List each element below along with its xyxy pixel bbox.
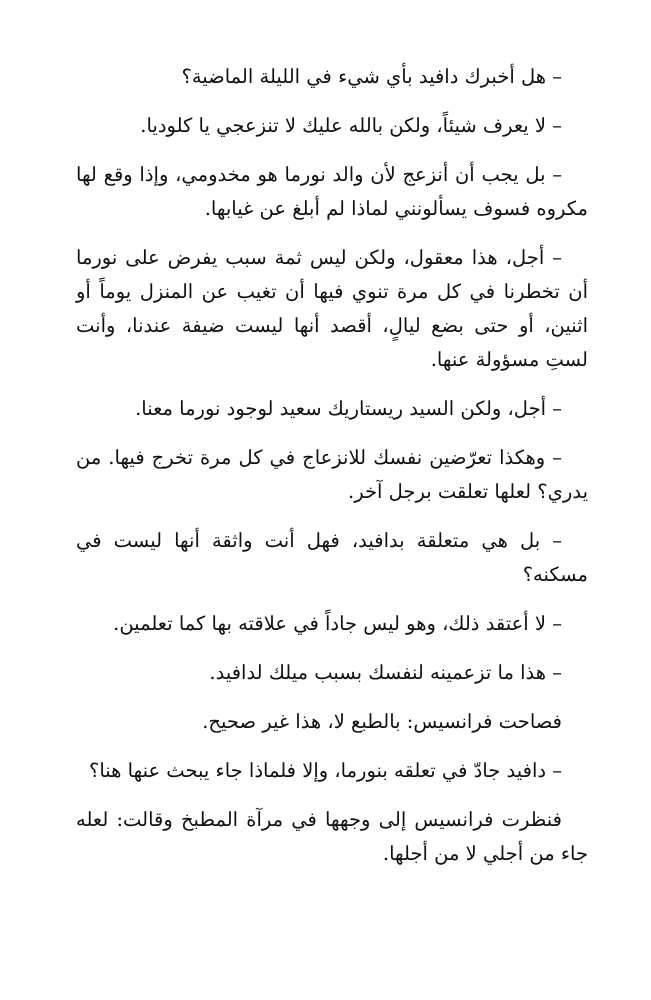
paragraph: – أجل، هذا معقول، ولكن ليس ثمة سبب يفرض على نورما أن تخطرنا في كل مرة تنوي فيها أن تغيب عن المنزل يوماً أو اثنين، أو حتى بضع ليالٍ، أقصد أنها ليست ضيفة عندنا، وأنت لستِ مسؤولة عنها. xyxy=(76,246,588,371)
paragraph: فصاحت فرانسيس: بالطبع لا، هذا غير صحيح. xyxy=(202,710,562,733)
paragraph: – لا أعتقد ذلك، وهو ليس جاداً في علاقته بها كما تعلمين. xyxy=(113,612,562,635)
book-page xyxy=(76,60,588,886)
paragraph: – لا يعرف شيئاً، ولكن بالله عليك لا تنزعجي يا كلوديا. xyxy=(140,114,562,137)
paragraph: – دافيد جادّ في تعلقه بنورما، وإلا فلماذا جاء يبحث عنها هنا؟ xyxy=(89,759,562,782)
paragraph: فنظرت فرانسيس إلى وجهها في مرآة المطبخ وقالت: لعله جاء من أجلي لا من أجلها. xyxy=(76,808,588,865)
paragraph: – وهكذا تعرّضين نفسك للانزعاج في كل مرة تخرج فيها. من يدري؟ لعلها تعلقت برجل آخر. xyxy=(76,446,588,503)
paragraph: – أجل، ولكن السيد ريستاريك سعيد لوجود نورما معنا. xyxy=(135,397,562,420)
paragraph: – بل يجب أن أنزعج لأن والد نورما هو مخدومي، وإذا وقع لها مكروه فسوف يسألونني لماذا لم أبلغ عن غيابها. xyxy=(76,163,588,220)
paragraph: – هذا ما تزعمينه لنفسك بسبب ميلك لدافيد. xyxy=(209,661,562,684)
paragraph: – بل هي متعلقة بدافيد، فهل أنت واثقة أنها ليست في مسكنه؟ xyxy=(76,529,588,586)
paragraph: – هل أخبرك دافيد بأي شيء في الليلة الماضية؟ xyxy=(181,65,562,88)
